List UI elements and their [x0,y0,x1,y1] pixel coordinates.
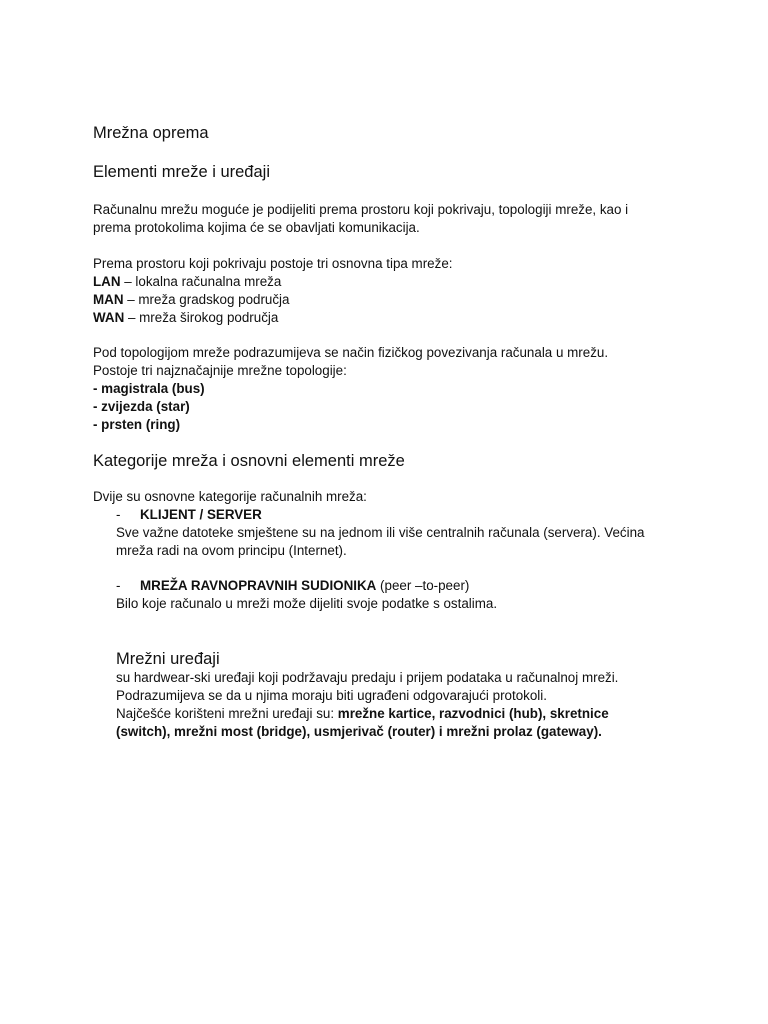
document-title: Mrežna oprema [93,124,209,142]
category-peer-to-peer [116,577,716,613]
network-type-lan [93,273,693,291]
category-desc: Bilo koje računalo u mreži može dijeliti svoje podatke s ostalima. [116,596,498,611]
section-heading-categories: Kategorije mreža i osnovni elementi mreže [93,452,405,470]
category-client-server [116,506,716,560]
network-type-man [93,291,693,309]
categories-intro: Dvije su osnovne kategorije računalnih mreža: [93,489,367,504]
intro-line-2: prema protokolima kojima će se obavljati komunikacija. [93,220,420,235]
section-heading-devices: Mrežni uređaji [116,650,220,668]
devices-line-2: Podrazumijeva se da u njima moraju biti ugrađeni odgovarajući protokoli. [116,688,547,703]
topology-item-star: - zvijezda (star) [93,399,190,414]
section-heading-elements: Elementi mreže i uređaji [93,163,270,181]
network-type-wan [93,309,693,327]
network-type-desc: – lokalna računalna mreža [120,274,282,289]
network-type-abbr: WAN [93,310,125,325]
category-desc-line-2: mreža radi na ovom principu (Internet). [116,543,347,558]
category-desc-line-1: Sve važne datoteke smještene su na jednom ili više centralnih računala (servera). Većina [116,525,645,540]
category-title: MREŽA RAVNOPRAVNIH SUDIONIKA [140,578,377,593]
intro-paragraph [93,201,693,237]
network-type-abbr: LAN [93,274,121,289]
network-type-abbr: MAN [93,292,124,307]
network-type-desc: – mreža gradskog područja [123,292,290,307]
intro-line-1: Računalnu mrežu moguće je podijeliti prema prostoru koji pokrivaju, topologiji mreže, kao i [93,202,629,217]
devices-prefix: Najčešće korišteni mrežni uređaji su: [116,706,338,721]
topology-paragraph [93,344,693,434]
network-types-paragraph [93,255,693,327]
category-title: KLIJENT / SERVER [140,507,262,522]
dash-bullet: - [116,507,121,522]
network-type-desc: – mreža širokog područja [124,310,279,325]
network-types-intro: Prema prostoru koji pokrivaju postoje tri osnovna tipa mreže: [93,256,453,271]
topology-item-ring: - prsten (ring) [93,417,181,432]
devices-list-part-1: mrežne kartice, razvodnici (hub), skretnice [337,706,609,721]
topology-intro-line-2: Postoje tri najznačajnije mrežne topologije: [93,363,347,378]
devices-paragraph [116,669,716,741]
devices-list-part-2: (switch), mrežni most (bridge), usmjerivač (router) i mrežni prolaz (gateway). [116,724,602,739]
category-title-suffix: (peer –to-peer) [376,578,470,593]
devices-line-1: su hardwear-ski uređaji koji podržavaju predaju i prijem podataka u računalnoj mreži. [116,670,619,685]
topology-intro-line-1: Pod topologijom mreže podrazumijeva se način fizičkog povezivanja računala u mrežu. [93,345,609,360]
topology-item-bus: - magistrala (bus) [93,381,205,396]
dash-bullet: - [116,578,121,593]
